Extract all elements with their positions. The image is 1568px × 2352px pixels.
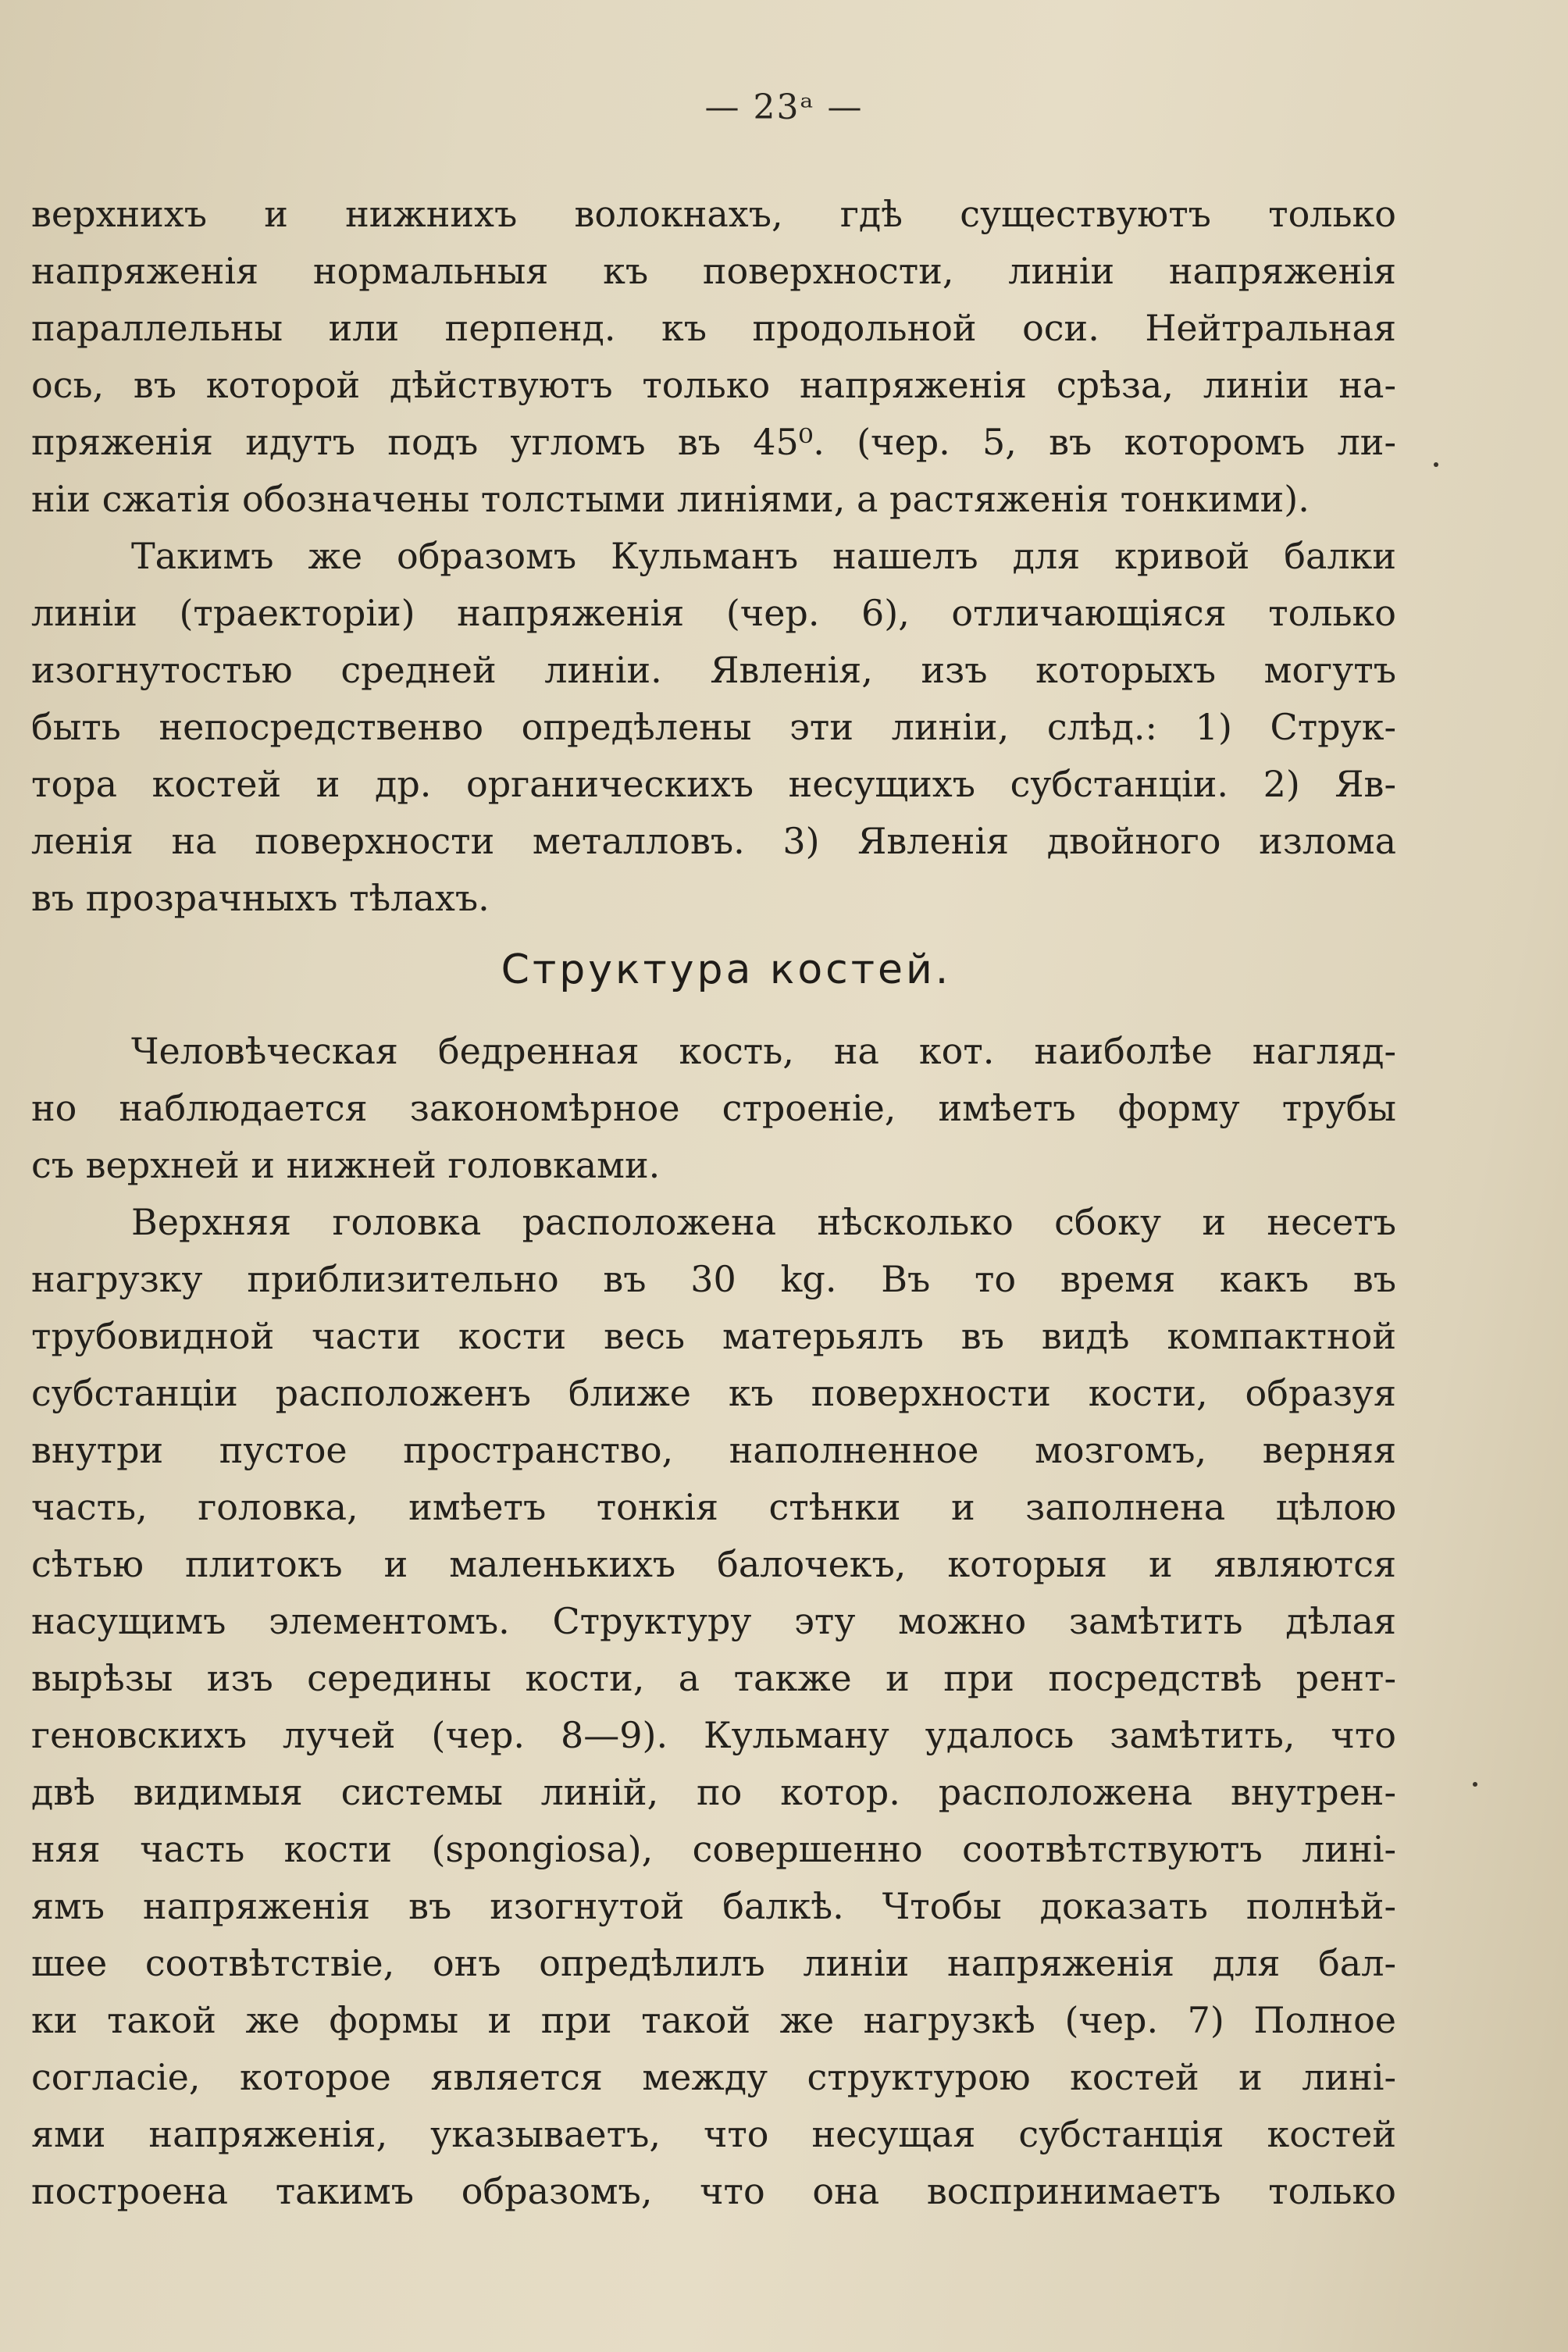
text-line: построена такимъ образомъ, что она воспринимаетъ только: [31, 2170, 1396, 2212]
text-line: изогнутостью средней линіи. Явленія, изъ которыхъ могутъ: [31, 649, 1396, 691]
text-line: шее соотвѣтствіе, онъ опредѣлилъ линіи напряженія для бал-: [31, 1942, 1396, 1984]
text-line: Человѣческая бедренная кость, на кот. наиболѣе нагляд-: [131, 1030, 1396, 1072]
text-line: тора костей и др. органическихъ несущихъ субстанціи. 2) Яв-: [31, 763, 1396, 805]
text-line: няя часть кости (spongiosa), совершенно соотвѣтствуютъ лині-: [31, 1828, 1396, 1870]
text-line: пряженія идутъ подъ угломъ въ 45⁰. (чер. 5, въ которомъ ли-: [31, 421, 1396, 463]
ink-speck: [1473, 1782, 1477, 1787]
text-line: Такимъ же образомъ Кульманъ нашелъ для кривой балки: [131, 535, 1396, 577]
text-line: нагрузку приблизительно въ 30 kg. Въ то время какъ въ: [31, 1258, 1396, 1300]
text-line: съ верхней и нижней головками.: [31, 1144, 661, 1186]
text-line: Верхняя головка расположена нѣсколько сбоку и несетъ: [131, 1201, 1396, 1243]
text-line: верхнихъ и нижнихъ волокнахъ, гдѣ существуютъ только: [31, 193, 1396, 235]
text-line: ями напряженія, указываетъ, что несущая субстанція костей: [31, 2113, 1396, 2155]
text-line: ось, въ которой дѣйствуютъ только напряженія срѣза, линіи на-: [31, 364, 1396, 406]
text-line: въ прозрачныхъ тѣлахъ.: [31, 877, 490, 919]
text-line: геновскихъ лучей (чер. 8—9). Кульману удалось замѣтить, что: [31, 1714, 1396, 1756]
text-block-top: [31, 186, 1396, 927]
page-number: — 23ᵃ —: [704, 87, 864, 127]
paragraph-1: [31, 186, 1396, 528]
paragraph-2: [31, 528, 1396, 927]
ink-speck: [1434, 462, 1438, 467]
text-line: но наблюдается закономѣрное строеніе, имѣетъ форму трубы: [31, 1087, 1396, 1129]
text-line: сѣтью плитокъ и маленькихъ балочекъ, которыя и являются: [31, 1543, 1396, 1585]
text-line: ніи сжатія обозначены толстыми линіями, а растяженія тонкими).: [31, 478, 1310, 520]
text-line: напряженія нормальныя къ поверхности, линіи напряженія: [31, 250, 1396, 292]
text-line: вырѣзы изъ середины кости, а также и при посредствѣ рент-: [31, 1657, 1396, 1699]
text-line: насущимъ элементомъ. Структуру эту можно замѣтить дѣлая: [31, 1600, 1396, 1642]
text-line: ямъ напряженія въ изогнутой балкѣ. Чтобы доказать полнѣй-: [31, 1885, 1396, 1927]
text-line: внутри пустое пространство, наполненное мозгомъ, верняя: [31, 1429, 1396, 1471]
section-heading: Структура костей.: [501, 946, 952, 993]
text-line: быть непосредственво опредѣлены эти линіи, слѣд.: 1) Струк-: [31, 706, 1396, 748]
text-line: линіи (траекторіи) напряженія (чер. 6), отличающіяся только: [31, 592, 1396, 634]
text-line: ленія на поверхности металловъ. 3) Явленія двойного излома: [31, 820, 1396, 862]
text-line: субстанціи расположенъ ближе къ поверхности кости, образуя: [31, 1372, 1396, 1414]
text-line: двѣ видимыя системы линій, по котор. расположена внутрен-: [31, 1771, 1396, 1813]
paragraph-4: [31, 1194, 1396, 2220]
text-line: согласіе, которое является между структурою костей и лині-: [31, 2056, 1396, 2098]
text-block-bottom: [31, 1023, 1396, 2220]
text-line: параллельны или перпенд. къ продольной оси. Нейтральная: [31, 307, 1396, 349]
text-line: трубовидной части кости весь матерьялъ въ видѣ компактной: [31, 1315, 1396, 1357]
paragraph-3: [31, 1023, 1396, 1194]
text-line: ки такой же формы и при такой же нагрузкѣ (чер. 7) Полное: [31, 1999, 1396, 2041]
text-line: часть, головка, имѣетъ тонкія стѣнки и заполнена цѣлою: [31, 1486, 1396, 1528]
